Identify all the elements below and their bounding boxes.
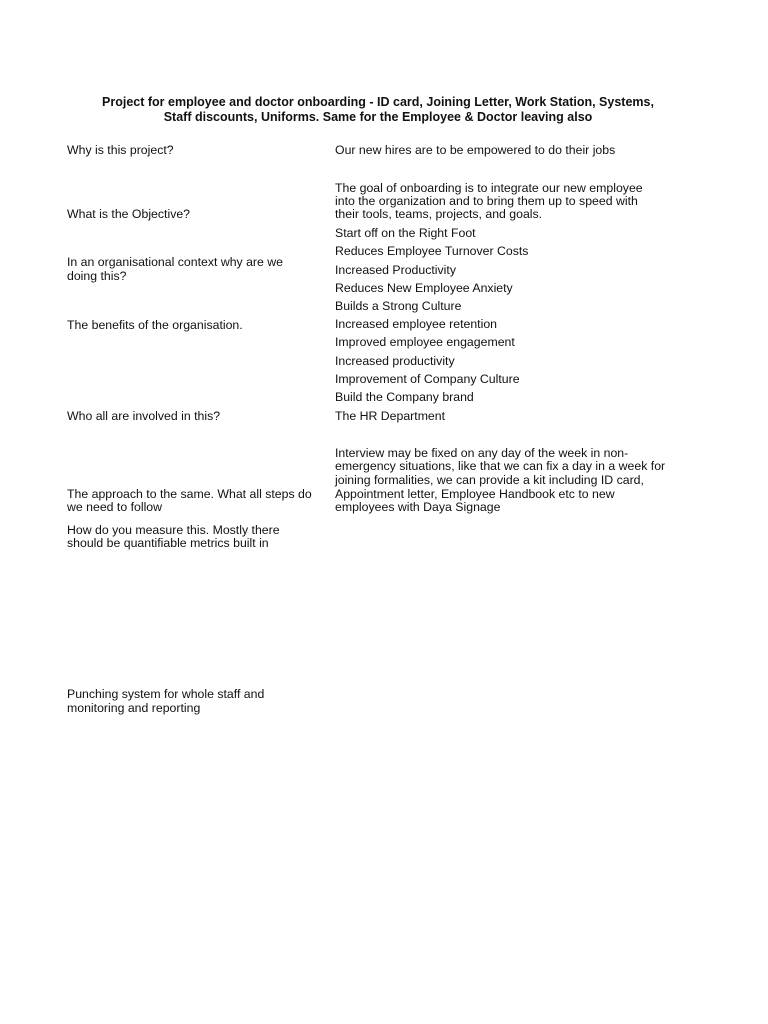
answer-why: Our new hires are to be empowered to do their jobs	[335, 143, 616, 157]
list-item: Start off on the Right Foot	[335, 226, 476, 240]
question-context-line-2: doing this?	[67, 269, 127, 283]
list-item: Increased productivity	[335, 354, 455, 368]
list-item: Build the Company brand	[335, 390, 474, 404]
title-line-1: Project for employee and doctor onboarding - ID card, Joining Letter, Work Station, Systems,	[102, 95, 654, 109]
list-item: Increased employee retention	[335, 317, 498, 331]
question-measure-line-1: How do you measure this. Mostly there	[67, 523, 280, 537]
question-measure-line-2: should be quantifiable metrics built in	[67, 536, 269, 550]
list-item: Builds a Strong Culture	[335, 299, 462, 313]
list-item: Improved employee engagement	[335, 335, 515, 349]
question-context-line-1: In an organisational context why are we	[67, 255, 284, 269]
answer-approach-line-1: Interview may be fixed on any day of the week in non-	[335, 446, 629, 460]
answer-approach-line-3: joining formalities, we can provide a kit including ID card,	[335, 473, 644, 487]
answer-objective-line-2: into the organization and to bring them up to speed with	[335, 194, 638, 208]
note-punching-line-1: Punching system for whole staff and	[67, 687, 265, 701]
list-item: Reduces Employee Turnover Costs	[335, 244, 529, 258]
answer-involved: The HR Department	[335, 409, 446, 423]
question-involved: Who all are involved in this?	[67, 409, 221, 423]
question-objective: What is the Objective?	[67, 207, 191, 221]
title-line-2: Staff discounts, Uniforms. Same for the Employee & Doctor leaving also	[163, 110, 593, 124]
list-item: Reduces New Employee Anxiety	[335, 281, 513, 295]
answer-objective-line-1: The goal of onboarding is to integrate our new employee	[335, 181, 643, 195]
answer-approach-line-4: Appointment letter, Employee Handbook etc to new	[335, 487, 615, 501]
answer-approach-line-5: employees with Daya Signage	[335, 500, 501, 514]
answer-approach-line-2: emergency situations, like that we can fix a day in a week for	[335, 459, 666, 473]
question-approach-line-2: we need to follow	[67, 500, 163, 514]
question-benefits: The benefits of the organisation.	[67, 318, 243, 332]
list-item: Improvement of Company Culture	[335, 372, 520, 386]
list-item: Increased Productivity	[335, 263, 456, 277]
document-title	[60, 95, 696, 125]
note-punching-line-2: monitoring and reporting	[67, 701, 201, 715]
question-approach-line-1: The approach to the same. What all steps do	[67, 487, 312, 501]
answer-objective-line-3: their tools, teams, projects, and goals.	[335, 207, 543, 221]
question-why: Why is this project?	[67, 143, 174, 157]
